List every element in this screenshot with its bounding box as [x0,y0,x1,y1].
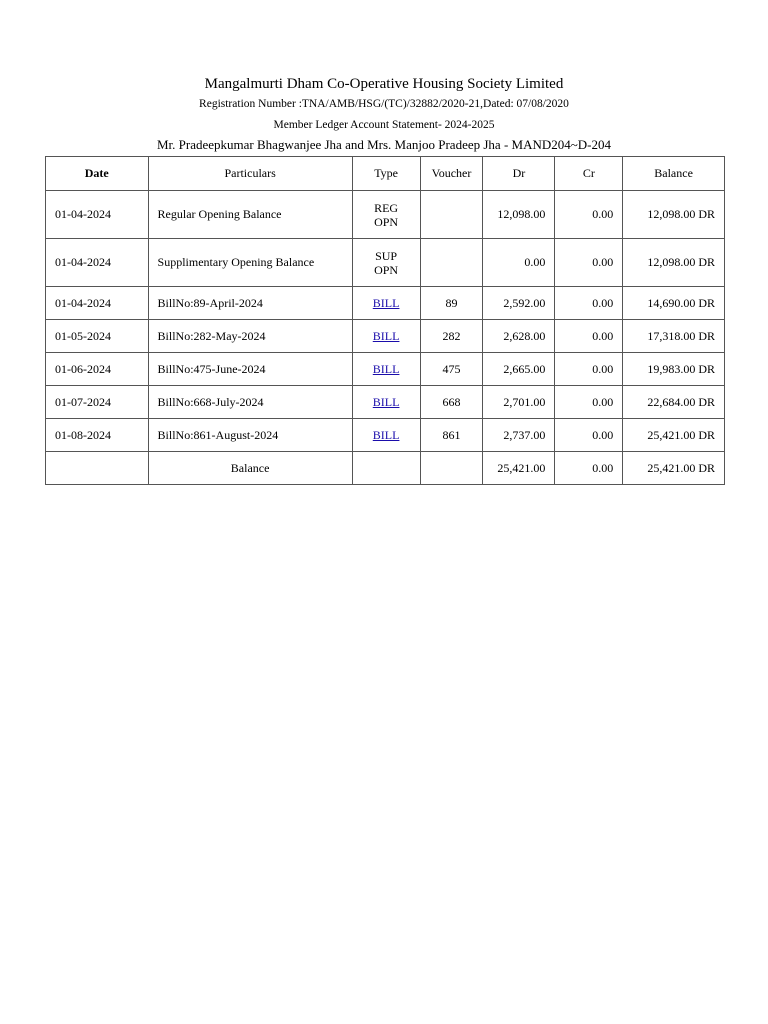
total-label: Balance [148,452,352,485]
table-row [46,386,725,419]
registration-number: Registration Number :TNA/AMB/HSG/(TC)/32882/2020-21,Dated: 07/08/2020 [199,98,569,110]
table-row [46,191,725,239]
row-particulars: Supplimentary Opening Balance [148,239,352,287]
row-balance: 17,318.00 DR [623,320,725,353]
row-dr: 2,665.00 [483,353,555,386]
bill-link[interactable]: BILL [372,361,400,376]
row-balance: 14,690.00 DR [623,287,725,320]
row-dr: 2,628.00 [483,320,555,353]
society-name: Mangalmurti Dham Co-Operative Housing Society Limited [204,76,564,92]
row-cr: 0.00 [555,191,623,239]
header-dr: Dr [483,157,555,191]
row-type [352,287,420,320]
row-type [352,419,420,452]
bill-link[interactable]: BILL [372,394,400,409]
row-cr: 0.00 [555,287,623,320]
row-balance: 22,684.00 DR [623,386,725,419]
row-dr: 2,592.00 [483,287,555,320]
total-dr: 25,421.00 [483,452,555,485]
row-voucher: 89 [420,287,483,320]
statement-title: Member Ledger Account Statement- 2024-2025 [273,119,495,131]
total-cr: 0.00 [555,452,623,485]
header-cr: Cr [555,157,623,191]
total-row [46,452,725,485]
total-date-empty [46,452,149,485]
row-date: 01-06-2024 [46,353,149,386]
row-cr: 0.00 [555,353,623,386]
type-line: OPN [374,214,399,229]
row-dr: 2,701.00 [483,386,555,419]
row-date: 01-05-2024 [46,320,149,353]
table-row [46,239,725,287]
table-row [46,320,725,353]
bill-link[interactable]: BILL [372,427,400,442]
row-type [352,353,420,386]
type-line: SUP [375,248,398,263]
type-line: OPN [374,262,399,277]
row-voucher: 282 [420,320,483,353]
row-voucher [420,191,483,239]
row-cr: 0.00 [555,386,623,419]
row-dr: 12,098.00 [483,191,555,239]
table-row [46,353,725,386]
row-voucher [420,239,483,287]
table-header-row [46,157,725,191]
row-particulars: BillNo:282-May-2024 [148,320,352,353]
row-date: 01-08-2024 [46,419,149,452]
total-type-empty [352,452,420,485]
ledger-table [45,156,725,485]
header-date: Date [46,157,149,191]
header-type: Type [352,157,420,191]
row-type [352,386,420,419]
type-line: REG [374,200,399,215]
row-type [352,191,420,239]
total-voucher-empty [420,452,483,485]
row-dr: 0.00 [483,239,555,287]
row-type [352,239,420,287]
row-balance: 25,421.00 DR [623,419,725,452]
row-balance: 12,098.00 DR [623,191,725,239]
bill-link[interactable]: BILL [372,295,400,310]
row-balance: 19,983.00 DR [623,353,725,386]
row-particulars: Regular Opening Balance [148,191,352,239]
row-cr: 0.00 [555,320,623,353]
row-particulars: BillNo:475-June-2024 [148,353,352,386]
row-particulars: BillNo:861-August-2024 [148,419,352,452]
row-voucher: 475 [420,353,483,386]
table-row [46,287,725,320]
row-date: 01-04-2024 [46,239,149,287]
row-voucher: 668 [420,386,483,419]
row-date: 01-04-2024 [46,191,149,239]
row-dr: 2,737.00 [483,419,555,452]
member-name: Mr. Pradeepkumar Bhagwanjee Jha and Mrs. Manjoo Pradeep Jha - MAND204~D-204 [157,137,611,152]
table-row [46,419,725,452]
header-particulars: Particulars [148,157,352,191]
row-voucher: 861 [420,419,483,452]
header-voucher: Voucher [420,157,483,191]
row-cr: 0.00 [555,239,623,287]
header-balance: Balance [623,157,725,191]
row-balance: 12,098.00 DR [623,239,725,287]
row-date: 01-04-2024 [46,287,149,320]
row-particulars: BillNo:89-April-2024 [148,287,352,320]
row-cr: 0.00 [555,419,623,452]
row-date: 01-07-2024 [46,386,149,419]
bill-link[interactable]: BILL [372,328,400,343]
row-type [352,320,420,353]
total-balance: 25,421.00 DR [623,452,725,485]
row-particulars: BillNo:668-July-2024 [148,386,352,419]
